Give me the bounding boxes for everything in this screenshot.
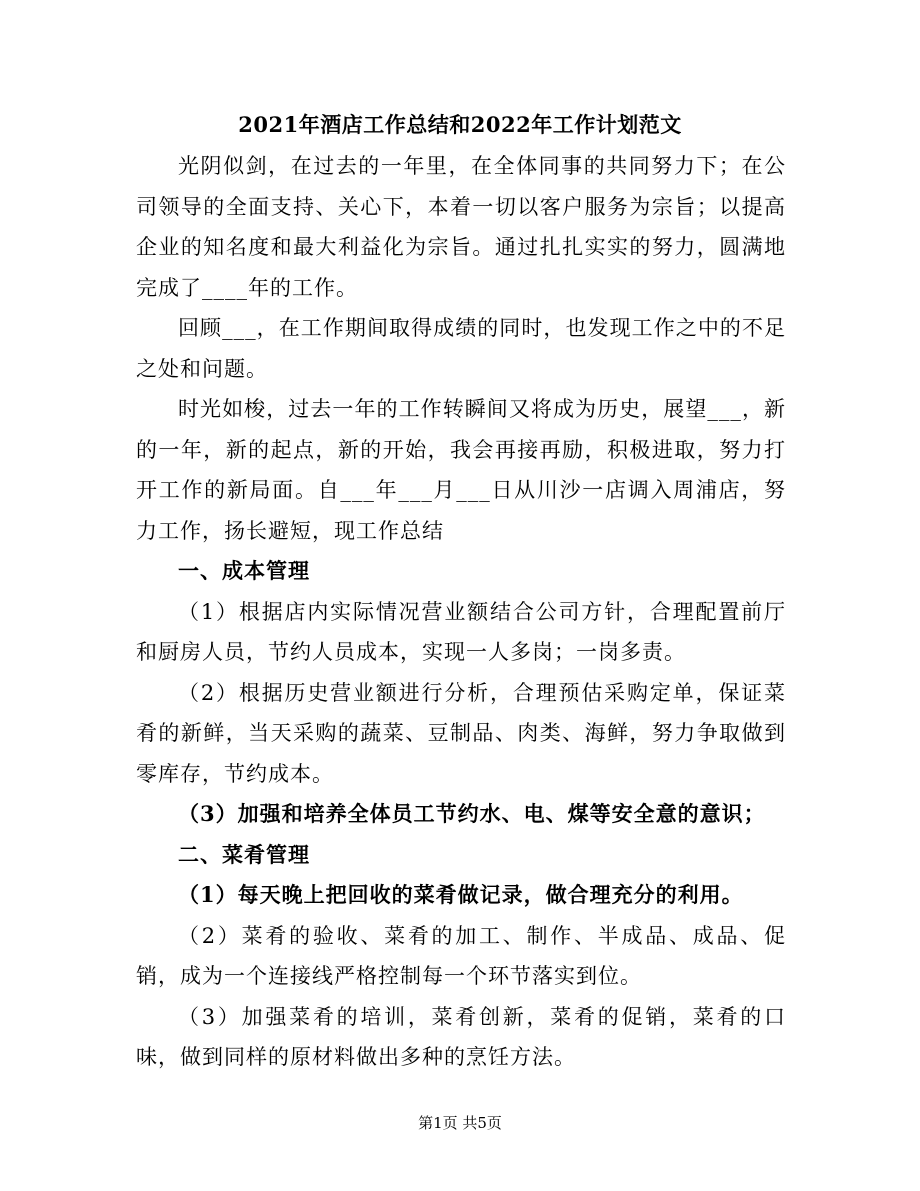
section-heading-cost-management: 一、成本管理 bbox=[178, 558, 310, 583]
cost-item-2: （2）根据历史营业额进行分析，合理预估采购定单，保证菜肴的新鲜，当天采购的蔬菜、豆制品、肉类、海鲜，努力争取做到零库存，节约成本。 bbox=[136, 680, 786, 786]
paragraph-intro: 光阴似剑，在过去的一年里，在全体同事的共同努力下；在公司领导的全面支持、关心下，本着一切以客户服务为宗旨；以提高企业的知名度和最大利益化为宗旨。通过扎扎实实的努力，圆满地完成了____年的工作。 bbox=[136, 154, 786, 300]
page-indicator: 第1页 共5页 bbox=[418, 1114, 502, 1132]
section-heading-dish-management: 二、菜肴管理 bbox=[178, 841, 310, 867]
dish-item-1: （1）每天晚上把回收的菜肴做记录，做合理充分的利用。 bbox=[178, 882, 744, 907]
paragraph-outlook: 时光如梭，过去一年的工作转瞬间又将成为历史，展望___，新的一年，新的起点，新的开始，我会再接再励，积极进取，努力打开工作的新局面。自___年___月___日从川沙一店调入周浦店，努力工作，扬长避短，现工作总结 bbox=[136, 397, 786, 543]
dish-item-3: （3）加强菜肴的培训，菜肴创新，菜肴的促销，菜肴的口味，做到同样的原材料做出多种的烹饪方法。 bbox=[136, 1004, 786, 1069]
cost-item-1: （1）根据店内实际情况营业额结合公司方针，合理配置前厅和厨房人员，节约人员成本，实现一人多岗；一岗多责。 bbox=[136, 599, 786, 664]
cost-item-3: （3）加强和培养全体员工节约水、电、煤等安全意的意识； bbox=[178, 801, 766, 826]
document-title: 2021年酒店工作总结和2022年工作计划范文 bbox=[238, 112, 682, 137]
paragraph-review: 回顾___，在工作期间取得成绩的同时，也发现工作之中的不足之处和问题。 bbox=[136, 316, 786, 381]
dish-item-2: （2）菜肴的验收、菜肴的加工、制作、半成品、成品、促销，成为一个连接线严格控制每一个环节落实到位。 bbox=[136, 923, 786, 988]
document-body bbox=[136, 146, 786, 1078]
